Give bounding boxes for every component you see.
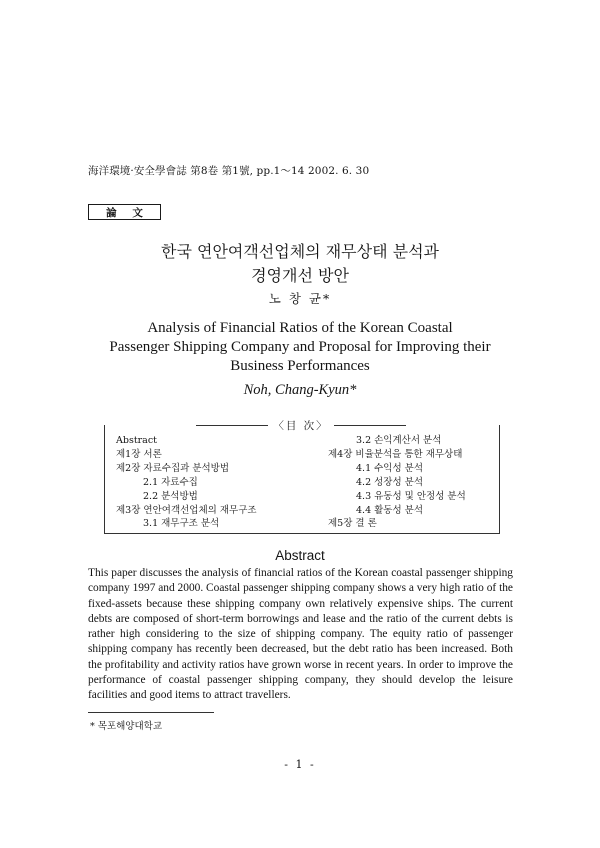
toc-item-right: 4.4 활동성 분석: [356, 505, 424, 516]
footnote-divider: [88, 712, 214, 713]
toc-item-right: 4.3 유동성 및 안정성 분석: [356, 491, 466, 502]
journal-citation: 海洋環境·安全學會誌 第8卷 第1號, pp.1～14 2002. 6. 30: [88, 165, 370, 177]
toc-item-right: 4.1 수익성 분석: [356, 463, 424, 474]
toc-item-left: 2.2 분석방법: [143, 491, 198, 502]
english-title-line-1: Analysis of Financial Ratios of the Korean Coastal: [147, 320, 453, 336]
english-author: Noh, Chang-Kyun*: [243, 382, 357, 398]
section-label-box: 論 文: [88, 204, 161, 220]
page-number: - 1 -: [284, 758, 316, 771]
korean-title-line-1: 한국 연안여객선업체의 재무상태 분석과: [160, 242, 439, 261]
affiliation-footnote: * 목포해양대학교: [90, 721, 163, 732]
toc-item-right: 4.2 성장성 분석: [356, 477, 424, 488]
toc-item-left: 제1장 서론: [116, 449, 162, 460]
english-title-line-2: Passenger Shipping Company and Proposal for Improving their: [109, 339, 491, 355]
toc-heading: 〈目 次〉: [273, 420, 329, 432]
korean-title-line-2: 경영개선 방안: [251, 266, 349, 285]
toc-item-right: 제5장 결 론: [328, 518, 377, 529]
toc-item-right: 3.2 손익계산서 분석: [356, 435, 442, 446]
toc-item-left: 제2장 자료수집과 분석방법: [116, 463, 230, 474]
abstract-heading: Abstract: [275, 548, 325, 563]
toc-item-left: 3.1 재무구조 분석: [143, 518, 220, 529]
toc-item-left: 2.1 자료수집: [143, 477, 198, 488]
english-title-line-3: Business Performances: [230, 358, 370, 374]
table-of-contents: [104, 425, 500, 534]
abstract-body: This paper discusses the analysis of financial ratios of the Korean coastal passenger shipping company 1997 and 2000. Coastal passenger shipping company shows a very high ratio of the fixed-assets because these shipping company own relatively expensive ships. The current debts are composed of short-term borrowings and lease and the ratio of the current debts is rather high considering to the size of shipping company. The equity ratio of passenger shipping company has recently been decreased, but the debt ratio has been increased. Both the profitability and activity ratios have grown worse in recent years. In order to improve the performance of coastal passenger shipping company, they should develop the leisure facilities and good items to attract travellers.: [88, 567, 513, 702]
korean-author: 노 창 균*: [268, 291, 332, 306]
toc-item-right: 제4장 비율분석을 통한 재무상태: [328, 449, 463, 460]
toc-item-left: 제3장 연안여객선업체의 재무구조: [116, 505, 257, 516]
toc-item-left: Abstract: [116, 435, 157, 446]
